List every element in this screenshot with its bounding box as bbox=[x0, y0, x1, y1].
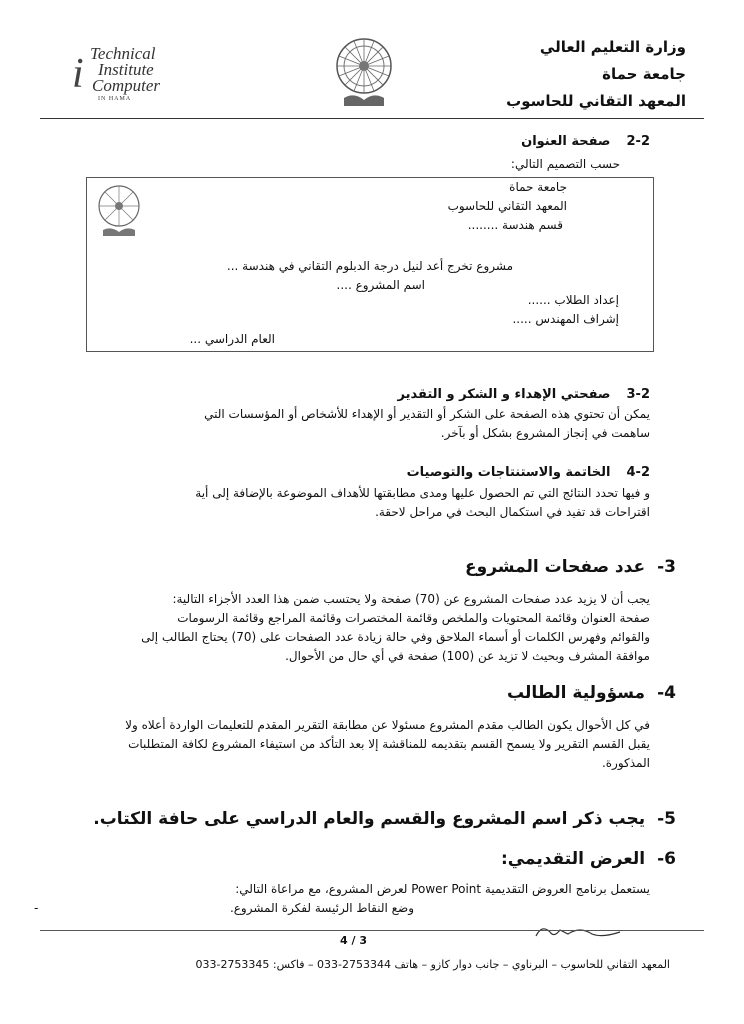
template-prepared-by: إعداد الطلاب ...... bbox=[527, 293, 619, 307]
section-6-bullet: وضع النقاط الرئيسة لفكرة المشروع. - bbox=[94, 899, 414, 918]
template-university: جامعة حماة bbox=[509, 180, 567, 194]
footer-address: المعهد التقاني للحاسوب – البرناوي – جانب دوار كازو – هاتف 2753344-033 – فاكس: 2753345-033 bbox=[195, 958, 670, 971]
section-3-2-body: يمكن أن تحتوي هذه الصفحة على الشكر أو التقدير أو الإهداء للأشخاص أو المؤسسات التي ساهمت في إنجاز المشروع بشكل أو بآخر. bbox=[204, 407, 650, 440]
section-3-heading: 3-عدد صفحات المشروع bbox=[465, 557, 676, 577]
footer-divider bbox=[40, 930, 704, 931]
logo-line-technical: Technical bbox=[90, 44, 156, 63]
section-4-2-heading: 4-2الخاتمة والاستنتاجات والتوصيات bbox=[406, 465, 650, 480]
ministry-header bbox=[466, 34, 686, 115]
section-4-heading: 4-مسؤولية الطالب bbox=[506, 683, 676, 703]
section-4-body: في كل الأحوال يكون الطالب مقدم المشروع مسئولا عن مطابقة التقرير المقدم للتعليمات الواردة أعلاه ولا يقبل القسم التقرير ولا يسمح القسم بتقديمه للمناقشة إلا بعد التأكد من استيفاء المشروع لكافة المتطلبات المذكورة. bbox=[125, 718, 650, 770]
template-project-name: اسم المشروع .... bbox=[336, 278, 425, 292]
ministry-name: وزارة التعليم العالي bbox=[539, 38, 686, 56]
section-2-2-intro: حسب التصميم التالي: bbox=[510, 157, 620, 171]
university-seal-small-icon bbox=[95, 184, 147, 242]
university-seal-icon bbox=[330, 36, 398, 112]
template-project-line: مشروع تخرج أعد لنيل درجة الدبلوم التقاني في هندسة ... bbox=[226, 259, 513, 273]
section-3-2-heading: 3-2صفحتي الإهداء و الشكر و التقدير bbox=[397, 387, 650, 402]
section-3-body: يجب أن لا يزيد عدد صفحات المشروع عن (70) صفحة ولا يحتسب ضمن هذا العدد الأجزاء التالية: صفحة العنوان وقائمة المحتويات والملخص وقائمة المختصرات وقائمة المراجع وقائمة الرسومات والقوائم وفهرس الكلمات أو أسماء الملاحق وفي حالة زيادة عدد الصفحات على (70) يحتاج الطالب إلى موافقة المشرف وبحيث لا تزيد عن (100) صفحة في أي حال من الأحوال. bbox=[141, 592, 650, 663]
section-6-heading: 6-العرض التقديمي: bbox=[500, 849, 676, 869]
page-number: 4 / 3 bbox=[340, 934, 367, 947]
section-5-heading: 5-يجب ذكر اسم المشروع والقسم والعام الدراسي على حافة الكتاب. bbox=[93, 809, 676, 829]
logo-line-institute: Institute bbox=[98, 60, 154, 79]
institute-logo: i Technical Institute Computer IN HAMA bbox=[72, 44, 160, 102]
template-department: قسم هندسة ........ bbox=[467, 218, 563, 232]
logo-line-in-hama: IN HAMA bbox=[98, 96, 132, 102]
bullet-dash: - bbox=[34, 901, 39, 915]
header-divider bbox=[40, 118, 704, 119]
template-supervised-by: إشراف المهندس ..... bbox=[512, 312, 619, 326]
template-academic-year: العام الدراسي ... bbox=[189, 332, 275, 346]
section-4-2-body: و فيها تحدد النتائج التي تم الحصول عليها ومدى مطابقتها للأهداف الموضوعة بالإضافة إلى أية اقتراحات قد تفيد في استكمال البحث في مراحل لاحقة. bbox=[195, 486, 650, 519]
signature-icon bbox=[528, 922, 628, 944]
title-page-template bbox=[86, 177, 654, 352]
section-6-intro: يستعمل برنامج العروض التقديمية Power Point لعرض المشروع، مع مراعاة التالي: bbox=[235, 882, 650, 896]
section-2-2-heading: 2-2صفحة العنوان bbox=[521, 134, 650, 149]
logo-line-computer: Computer bbox=[92, 76, 160, 95]
template-institute: المعهد التقاني للحاسوب bbox=[447, 199, 567, 213]
university-name: جامعة حماة bbox=[602, 65, 686, 83]
institute-name: المعهد التقاني للحاسوب bbox=[506, 92, 686, 110]
